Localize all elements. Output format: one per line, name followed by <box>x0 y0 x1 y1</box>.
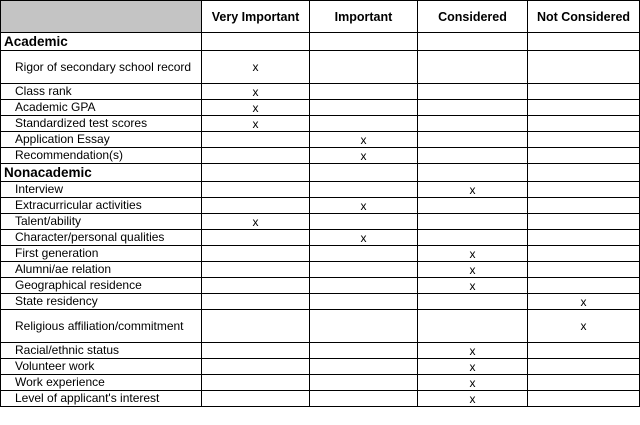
table-row <box>1 359 640 375</box>
mark-cell-important <box>310 100 418 116</box>
mark-cell-very-important <box>202 278 310 294</box>
table-row <box>1 116 640 132</box>
table-row <box>1 100 640 116</box>
section-empty-cell <box>528 33 640 51</box>
mark-cell-not-considered <box>528 278 640 294</box>
factor-label: Standardized test scores <box>1 116 202 132</box>
column-header-very-important: Very Important <box>202 1 310 33</box>
mark-cell-very-important <box>202 230 310 246</box>
mark-cell-important <box>310 182 418 198</box>
mark-cell-very-important <box>202 343 310 359</box>
factor-label: Level of applicant's interest <box>1 391 202 407</box>
mark-cell-important <box>310 359 418 375</box>
mark-cell-considered <box>418 100 528 116</box>
header-row <box>1 1 640 33</box>
section-row <box>1 33 640 51</box>
mark-cell-important <box>310 375 418 391</box>
mark-cell-not-considered <box>528 375 640 391</box>
section-empty-cell <box>418 164 528 182</box>
factor-label: Rigor of secondary school record <box>1 51 202 84</box>
mark-cell-considered <box>418 51 528 84</box>
mark-cell-important: x <box>310 198 418 214</box>
mark-cell-considered <box>418 198 528 214</box>
table-body <box>1 33 640 407</box>
factor-label: First generation <box>1 246 202 262</box>
factor-label: Geographical residence <box>1 278 202 294</box>
mark-cell-considered <box>418 214 528 230</box>
mark-cell-very-important <box>202 262 310 278</box>
table-row <box>1 198 640 214</box>
factor-label: Class rank <box>1 84 202 100</box>
table-row <box>1 310 640 343</box>
mark-cell-very-important <box>202 132 310 148</box>
section-empty-cell <box>528 164 640 182</box>
table-row <box>1 391 640 407</box>
mark-cell-considered <box>418 294 528 310</box>
factor-label: Recommendation(s) <box>1 148 202 164</box>
mark-cell-very-important: x <box>202 100 310 116</box>
table-row <box>1 182 640 198</box>
table-row <box>1 84 640 100</box>
mark-cell-very-important <box>202 359 310 375</box>
factor-label: Extracurricular activities <box>1 198 202 214</box>
mark-cell-not-considered <box>528 84 640 100</box>
mark-cell-not-considered <box>528 198 640 214</box>
mark-cell-important <box>310 116 418 132</box>
mark-cell-important <box>310 310 418 343</box>
factor-label: Racial/ethnic status <box>1 343 202 359</box>
header-corner-cell <box>1 1 202 33</box>
column-header-not-considered: Not Considered <box>528 1 640 33</box>
section-title: Academic <box>1 33 202 51</box>
mark-cell-very-important <box>202 294 310 310</box>
mark-cell-considered: x <box>418 375 528 391</box>
table-row <box>1 214 640 230</box>
mark-cell-not-considered <box>528 359 640 375</box>
mark-cell-considered: x <box>418 343 528 359</box>
mark-cell-not-considered <box>528 391 640 407</box>
column-header-considered: Considered <box>418 1 528 33</box>
mark-cell-very-important: x <box>202 116 310 132</box>
mark-cell-not-considered <box>528 262 640 278</box>
mark-cell-considered: x <box>418 246 528 262</box>
mark-cell-considered: x <box>418 262 528 278</box>
section-empty-cell <box>202 33 310 51</box>
mark-cell-important: x <box>310 230 418 246</box>
mark-cell-very-important: x <box>202 51 310 84</box>
section-empty-cell <box>310 33 418 51</box>
factor-label: Alumni/ae relation <box>1 262 202 278</box>
mark-cell-considered: x <box>418 278 528 294</box>
table-row <box>1 148 640 164</box>
mark-cell-important <box>310 51 418 84</box>
mark-cell-considered <box>418 230 528 246</box>
mark-cell-considered: x <box>418 359 528 375</box>
table-row <box>1 278 640 294</box>
mark-cell-not-considered <box>528 116 640 132</box>
mark-cell-not-considered <box>528 246 640 262</box>
section-empty-cell <box>418 33 528 51</box>
mark-cell-important <box>310 84 418 100</box>
table-row <box>1 230 640 246</box>
mark-cell-very-important: x <box>202 214 310 230</box>
mark-cell-considered <box>418 84 528 100</box>
mark-cell-important <box>310 246 418 262</box>
table-row <box>1 132 640 148</box>
column-header-important: Important <box>310 1 418 33</box>
mark-cell-considered <box>418 310 528 343</box>
mark-cell-important <box>310 278 418 294</box>
mark-cell-not-considered <box>528 51 640 84</box>
mark-cell-considered <box>418 148 528 164</box>
mark-cell-not-considered: x <box>528 310 640 343</box>
mark-cell-important: x <box>310 132 418 148</box>
mark-cell-considered <box>418 132 528 148</box>
mark-cell-not-considered <box>528 182 640 198</box>
factor-label: Volunteer work <box>1 359 202 375</box>
table-row <box>1 262 640 278</box>
mark-cell-important <box>310 343 418 359</box>
mark-cell-important: x <box>310 148 418 164</box>
mark-cell-considered: x <box>418 182 528 198</box>
factor-label: Work experience <box>1 375 202 391</box>
mark-cell-important <box>310 262 418 278</box>
section-title: Nonacademic <box>1 164 202 182</box>
mark-cell-important <box>310 294 418 310</box>
factor-label: Academic GPA <box>1 100 202 116</box>
mark-cell-very-important <box>202 198 310 214</box>
mark-cell-very-important <box>202 391 310 407</box>
mark-cell-very-important <box>202 310 310 343</box>
factor-label: Character/personal qualities <box>1 230 202 246</box>
mark-cell-not-considered <box>528 132 640 148</box>
mark-cell-very-important <box>202 182 310 198</box>
mark-cell-very-important <box>202 148 310 164</box>
table-row <box>1 375 640 391</box>
mark-cell-not-considered <box>528 100 640 116</box>
mark-cell-not-considered: x <box>528 294 640 310</box>
factor-label: Interview <box>1 182 202 198</box>
factor-label: Application Essay <box>1 132 202 148</box>
section-empty-cell <box>202 164 310 182</box>
factor-label: Religious affiliation/commitment <box>1 310 202 343</box>
table-row <box>1 246 640 262</box>
mark-cell-not-considered <box>528 214 640 230</box>
factor-label: Talent/ability <box>1 214 202 230</box>
mark-cell-very-important: x <box>202 84 310 100</box>
section-row <box>1 164 640 182</box>
mark-cell-very-important <box>202 375 310 391</box>
mark-cell-considered: x <box>418 391 528 407</box>
factor-label: State residency <box>1 294 202 310</box>
table-row <box>1 51 640 84</box>
mark-cell-not-considered <box>528 230 640 246</box>
mark-cell-not-considered <box>528 148 640 164</box>
mark-cell-important <box>310 391 418 407</box>
mark-cell-considered <box>418 116 528 132</box>
mark-cell-not-considered <box>528 343 640 359</box>
section-empty-cell <box>310 164 418 182</box>
table-row <box>1 294 640 310</box>
mark-cell-important <box>310 214 418 230</box>
table-row <box>1 343 640 359</box>
mark-cell-very-important <box>202 246 310 262</box>
